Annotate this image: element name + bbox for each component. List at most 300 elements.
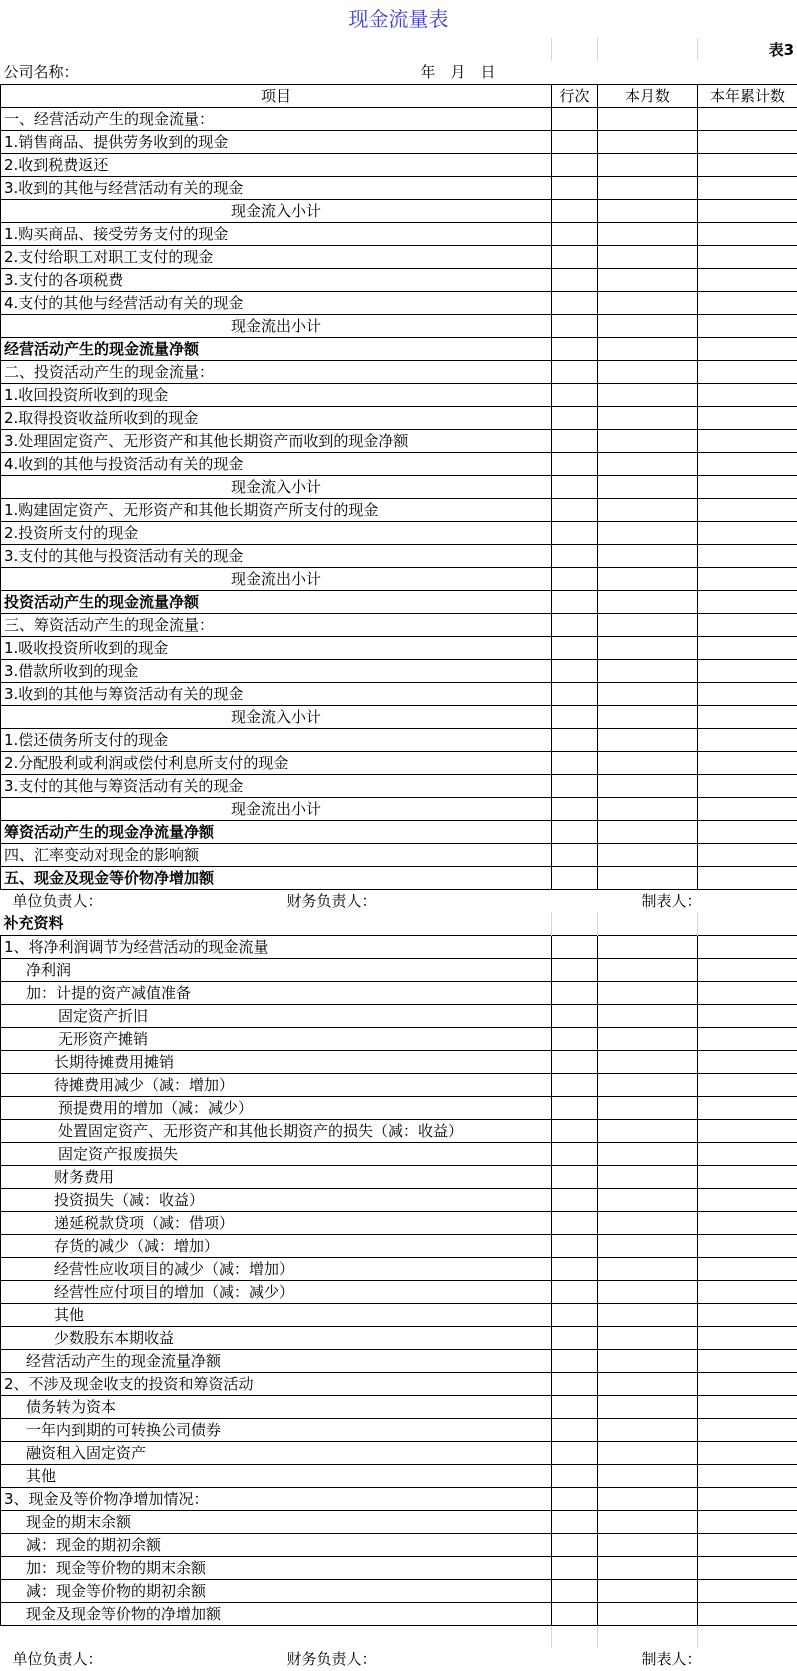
year-to-date-cell[interactable] bbox=[698, 1395, 797, 1418]
supplement-row bbox=[1, 1096, 797, 1119]
row-label: 2.分配股利或利润或偿付利息所支付的现金 bbox=[1, 751, 552, 774]
row-label: 3.支付的各项税费 bbox=[1, 268, 552, 291]
this-month-cell[interactable] bbox=[598, 1579, 698, 1602]
this-month-cell[interactable] bbox=[598, 1050, 698, 1073]
year-to-date-cell[interactable] bbox=[698, 751, 797, 774]
table-row bbox=[1, 291, 797, 314]
line-no-cell[interactable] bbox=[552, 337, 598, 360]
year-to-date-cell[interactable] bbox=[698, 291, 797, 314]
year-to-date-cell[interactable] bbox=[698, 1510, 797, 1533]
line-no-cell[interactable] bbox=[552, 176, 598, 199]
this-month-cell[interactable] bbox=[598, 1487, 698, 1510]
table-row bbox=[1, 360, 797, 383]
row-label: 一、经营活动产生的现金流量： bbox=[1, 107, 552, 130]
this-month-cell[interactable] bbox=[598, 268, 698, 291]
year-to-date-cell[interactable] bbox=[698, 797, 797, 820]
line-no-cell[interactable] bbox=[552, 1303, 598, 1326]
year-to-date-cell[interactable] bbox=[698, 1441, 797, 1464]
this-month-cell[interactable] bbox=[598, 1326, 698, 1349]
this-month-cell[interactable] bbox=[598, 1257, 698, 1280]
this-month-cell[interactable] bbox=[598, 337, 698, 360]
row-label: 2.收到税费返还 bbox=[1, 153, 552, 176]
line-no-cell[interactable] bbox=[552, 199, 598, 222]
row-label: 经营性应收项目的减少（减：增加） bbox=[1, 1257, 552, 1280]
year-to-date-cell[interactable] bbox=[698, 360, 797, 383]
supplement-row bbox=[1, 1556, 797, 1579]
this-month-cell[interactable] bbox=[598, 452, 698, 475]
table-row bbox=[1, 613, 797, 636]
row-label: 加：现金等价物的期末余额 bbox=[1, 1556, 552, 1579]
row-label: 债务转为资本 bbox=[1, 1395, 552, 1418]
this-month-cell[interactable] bbox=[598, 199, 698, 222]
table-row bbox=[1, 567, 797, 590]
year-to-date-cell[interactable] bbox=[698, 1165, 797, 1188]
this-month-cell[interactable] bbox=[598, 1211, 698, 1234]
this-month-cell[interactable] bbox=[598, 222, 698, 245]
table-no-row bbox=[1, 38, 797, 61]
this-month-cell[interactable] bbox=[598, 751, 698, 774]
line-no-cell[interactable] bbox=[552, 521, 598, 544]
row-label: 4.收到的其他与投资活动有关的现金 bbox=[1, 452, 552, 475]
unit-head-label: 单位负责人： bbox=[12, 1650, 103, 1668]
this-month-cell[interactable] bbox=[598, 383, 698, 406]
this-month-cell[interactable] bbox=[598, 360, 698, 383]
this-month-cell[interactable] bbox=[598, 1004, 698, 1027]
row-label: 1.购买商品、接受劳务支付的现金 bbox=[1, 222, 552, 245]
this-month-cell[interactable] bbox=[598, 567, 698, 590]
table-row bbox=[1, 153, 797, 176]
line-no-cell[interactable] bbox=[552, 222, 598, 245]
line-no-cell[interactable] bbox=[552, 406, 598, 429]
table-row bbox=[1, 383, 797, 406]
row-label: 四、汇率变动对现金的影响额 bbox=[1, 843, 552, 866]
line-no-cell[interactable] bbox=[552, 1188, 598, 1211]
line-no-cell[interactable] bbox=[552, 314, 598, 337]
supplement-row bbox=[1, 1050, 797, 1073]
year-to-date-cell[interactable] bbox=[698, 590, 797, 613]
line-no-cell[interactable] bbox=[552, 130, 598, 153]
line-no-cell[interactable] bbox=[552, 1441, 598, 1464]
year-to-date-cell[interactable] bbox=[698, 268, 797, 291]
year-to-date-cell[interactable] bbox=[698, 222, 797, 245]
line-no-cell[interactable] bbox=[552, 544, 598, 567]
row-label: 递延税款贷项（减：借项） bbox=[1, 1211, 552, 1234]
this-month-cell[interactable] bbox=[598, 866, 698, 889]
line-no-cell[interactable] bbox=[552, 1579, 598, 1602]
line-no-cell[interactable] bbox=[552, 797, 598, 820]
supplement-row bbox=[1, 1234, 797, 1257]
line-no-cell[interactable] bbox=[552, 268, 598, 291]
table-row bbox=[1, 337, 797, 360]
year-to-date-cell[interactable] bbox=[698, 1119, 797, 1142]
row-label: 现金流入小计 bbox=[1, 705, 552, 728]
line-no-cell[interactable] bbox=[552, 728, 598, 751]
row-label: 现金流出小计 bbox=[1, 567, 552, 590]
this-month-cell[interactable] bbox=[598, 498, 698, 521]
this-month-cell[interactable] bbox=[598, 1418, 698, 1441]
line-no-cell[interactable] bbox=[552, 452, 598, 475]
blank-row bbox=[1, 1625, 797, 1648]
year-to-date-cell[interactable] bbox=[698, 1487, 797, 1510]
row-label: 固定资产折旧 bbox=[1, 1004, 552, 1027]
finance-head-label: 财务负责人： bbox=[286, 1650, 377, 1668]
year-to-date-cell[interactable] bbox=[698, 406, 797, 429]
line-no-cell[interactable] bbox=[552, 1211, 598, 1234]
line-no-cell[interactable] bbox=[552, 1050, 598, 1073]
this-month-cell[interactable] bbox=[598, 429, 698, 452]
line-no-cell[interactable] bbox=[552, 1349, 598, 1372]
year-to-date-cell[interactable] bbox=[698, 521, 797, 544]
row-label: 存货的减少（减：增加） bbox=[1, 1234, 552, 1257]
year-to-date-cell[interactable] bbox=[698, 866, 797, 889]
row-label: 3.处理固定资产、无形资产和其他长期资产而收到的现金净额 bbox=[1, 429, 552, 452]
line-no-cell[interactable] bbox=[552, 475, 598, 498]
this-month-cell[interactable] bbox=[598, 659, 698, 682]
year-to-date-cell[interactable] bbox=[698, 958, 797, 981]
row-label: 1.销售商品、提供劳务收到的现金 bbox=[1, 130, 552, 153]
year-to-date-cell[interactable] bbox=[698, 429, 797, 452]
year-to-date-cell[interactable] bbox=[698, 1073, 797, 1096]
this-month-cell[interactable] bbox=[598, 153, 698, 176]
year-to-date-cell[interactable] bbox=[698, 1326, 797, 1349]
year-to-date-cell[interactable] bbox=[698, 728, 797, 751]
this-month-cell[interactable] bbox=[598, 682, 698, 705]
table-row bbox=[1, 521, 797, 544]
this-month-cell[interactable] bbox=[598, 1119, 698, 1142]
signature-row bbox=[1, 889, 797, 912]
year-to-date-cell[interactable] bbox=[698, 1602, 797, 1625]
this-month-cell[interactable] bbox=[598, 130, 698, 153]
line-no-cell[interactable] bbox=[552, 636, 598, 659]
line-no-cell[interactable] bbox=[552, 1556, 598, 1579]
row-label: 3.收到的其他与经营活动有关的现金 bbox=[1, 176, 552, 199]
line-no-cell[interactable] bbox=[552, 107, 598, 130]
year-to-date-cell[interactable] bbox=[698, 1234, 797, 1257]
table-row bbox=[1, 820, 797, 843]
this-month-cell[interactable] bbox=[598, 1188, 698, 1211]
year-to-date-cell[interactable] bbox=[698, 314, 797, 337]
year-to-date-cell[interactable] bbox=[698, 705, 797, 728]
this-month-cell[interactable] bbox=[598, 820, 698, 843]
line-no-cell[interactable] bbox=[552, 567, 598, 590]
supplement-row bbox=[1, 1211, 797, 1234]
supplement-row bbox=[1, 1579, 797, 1602]
supplement-row bbox=[1, 1326, 797, 1349]
table-row bbox=[1, 314, 797, 337]
year-to-date-cell[interactable] bbox=[698, 567, 797, 590]
line-no-cell[interactable] bbox=[552, 958, 598, 981]
line-no-cell[interactable] bbox=[552, 1257, 598, 1280]
year-to-date-cell[interactable] bbox=[698, 1579, 797, 1602]
supplement-row bbox=[1, 1510, 797, 1533]
row-label: 3.支付的其他与投资活动有关的现金 bbox=[1, 544, 552, 567]
this-month-cell[interactable] bbox=[598, 1096, 698, 1119]
cash-flow-table bbox=[0, 38, 797, 1671]
this-month-cell[interactable] bbox=[598, 1464, 698, 1487]
this-month-cell[interactable] bbox=[598, 544, 698, 567]
table-row bbox=[1, 176, 797, 199]
year-to-date-cell[interactable] bbox=[698, 153, 797, 176]
this-month-cell[interactable] bbox=[598, 1395, 698, 1418]
year-to-date-cell[interactable] bbox=[698, 1349, 797, 1372]
supplement-row bbox=[1, 1533, 797, 1556]
row-label: 1.吸收投资所收到的现金 bbox=[1, 636, 552, 659]
line-no-cell[interactable] bbox=[552, 1165, 598, 1188]
year-to-date-cell[interactable] bbox=[698, 1004, 797, 1027]
year-to-date-cell[interactable] bbox=[698, 1280, 797, 1303]
row-label: 2、不涉及现金收支的投资和筹资活动 bbox=[1, 1372, 552, 1395]
year-to-date-cell[interactable] bbox=[698, 1257, 797, 1280]
row-label: 3、现金及等价物净增加情况： bbox=[1, 1487, 552, 1510]
row-label: 2.取得投资收益所收到的现金 bbox=[1, 406, 552, 429]
year-to-date-cell[interactable] bbox=[698, 774, 797, 797]
year-to-date-cell[interactable] bbox=[698, 843, 797, 866]
row-label: 1.购建固定资产、无形资产和其他长期资产所支付的现金 bbox=[1, 498, 552, 521]
supplement-row bbox=[1, 1418, 797, 1441]
this-month-cell[interactable] bbox=[598, 797, 698, 820]
row-label: 净利润 bbox=[1, 958, 552, 981]
this-month-cell[interactable] bbox=[598, 1303, 698, 1326]
this-month-cell[interactable] bbox=[598, 1234, 698, 1257]
line-no-cell[interactable] bbox=[552, 774, 598, 797]
header-this-month: 本月数 bbox=[598, 84, 698, 107]
year-to-date-cell[interactable] bbox=[698, 1533, 797, 1556]
this-month-cell[interactable] bbox=[598, 774, 698, 797]
row-label: 3.借款所收到的现金 bbox=[1, 659, 552, 682]
supplement-row bbox=[1, 1257, 797, 1280]
row-label: 固定资产报废损失 bbox=[1, 1142, 552, 1165]
year-to-date-cell[interactable] bbox=[698, 636, 797, 659]
year-to-date-cell[interactable] bbox=[698, 981, 797, 1004]
year-to-date-cell[interactable] bbox=[698, 498, 797, 521]
header-item: 项目 bbox=[1, 84, 552, 107]
row-label: 无形资产摊销 bbox=[1, 1027, 552, 1050]
this-month-cell[interactable] bbox=[598, 1372, 698, 1395]
line-no-cell[interactable] bbox=[552, 613, 598, 636]
year-to-date-cell[interactable] bbox=[698, 1050, 797, 1073]
table-number: 表3 bbox=[698, 38, 797, 61]
line-no-cell[interactable] bbox=[552, 1372, 598, 1395]
year-to-date-cell[interactable] bbox=[698, 337, 797, 360]
this-month-cell[interactable] bbox=[598, 107, 698, 130]
company-name-label: 公司名称： bbox=[3, 63, 79, 82]
row-label: 1.偿还债务所支付的现金 bbox=[1, 728, 552, 751]
table-row bbox=[1, 222, 797, 245]
this-month-cell[interactable] bbox=[598, 1073, 698, 1096]
row-label: 1.收回投资所收到的现金 bbox=[1, 383, 552, 406]
row-label: 投资损失（减：收益） bbox=[1, 1188, 552, 1211]
row-label: 3.收到的其他与筹资活动有关的现金 bbox=[1, 682, 552, 705]
table-row bbox=[1, 406, 797, 429]
year-to-date-cell[interactable] bbox=[698, 1142, 797, 1165]
supplement-title-row bbox=[1, 912, 797, 935]
table-row bbox=[1, 245, 797, 268]
row-label: 三、筹资活动产生的现金流量： bbox=[1, 613, 552, 636]
this-month-cell[interactable] bbox=[598, 291, 698, 314]
line-no-cell[interactable] bbox=[552, 843, 598, 866]
row-label: 一年内到期的可转换公司债券 bbox=[1, 1418, 552, 1441]
this-month-cell[interactable] bbox=[598, 1510, 698, 1533]
year-to-date-cell[interactable] bbox=[698, 107, 797, 130]
this-month-cell[interactable] bbox=[598, 1027, 698, 1050]
line-no-cell[interactable] bbox=[552, 659, 598, 682]
year-to-date-cell[interactable] bbox=[698, 1418, 797, 1441]
this-month-cell[interactable] bbox=[598, 1556, 698, 1579]
this-month-cell[interactable] bbox=[598, 613, 698, 636]
row-label: 五、现金及现金等价物净增加额 bbox=[1, 866, 552, 889]
year-to-date-cell[interactable] bbox=[698, 1027, 797, 1050]
line-no-cell[interactable] bbox=[552, 1464, 598, 1487]
line-no-cell[interactable] bbox=[552, 820, 598, 843]
year-to-date-cell[interactable] bbox=[698, 820, 797, 843]
year-to-date-cell[interactable] bbox=[698, 1464, 797, 1487]
supplement-row bbox=[1, 981, 797, 1004]
year-to-date-cell[interactable] bbox=[698, 199, 797, 222]
supplement-row bbox=[1, 1395, 797, 1418]
row-label: 现金流出小计 bbox=[1, 797, 552, 820]
supplement-row bbox=[1, 1303, 797, 1326]
line-no-cell[interactable] bbox=[552, 1487, 598, 1510]
supplement-row bbox=[1, 1119, 797, 1142]
line-no-cell[interactable] bbox=[552, 1510, 598, 1533]
this-month-cell[interactable] bbox=[598, 1165, 698, 1188]
row-label: 预提费用的增加（减：减少） bbox=[1, 1096, 552, 1119]
this-month-cell[interactable] bbox=[598, 958, 698, 981]
table-row bbox=[1, 498, 797, 521]
line-no-cell[interactable] bbox=[552, 383, 598, 406]
year-to-date-cell[interactable] bbox=[698, 935, 797, 958]
this-month-cell[interactable] bbox=[598, 705, 698, 728]
row-label: 融资租入固定资产 bbox=[1, 1441, 552, 1464]
this-month-cell[interactable] bbox=[598, 1142, 698, 1165]
this-month-cell[interactable] bbox=[598, 245, 698, 268]
line-no-cell[interactable] bbox=[552, 245, 598, 268]
year-to-date-cell[interactable] bbox=[698, 1096, 797, 1119]
this-month-cell[interactable] bbox=[598, 406, 698, 429]
this-month-cell[interactable] bbox=[598, 176, 698, 199]
row-label: 少数股东本期收益 bbox=[1, 1326, 552, 1349]
table-row bbox=[1, 843, 797, 866]
this-month-cell[interactable] bbox=[598, 1349, 698, 1372]
line-no-cell[interactable] bbox=[552, 1280, 598, 1303]
line-no-cell[interactable] bbox=[552, 705, 598, 728]
year-to-date-cell[interactable] bbox=[698, 452, 797, 475]
header-year-to-date: 本年累计数 bbox=[698, 84, 797, 107]
year-to-date-cell[interactable] bbox=[698, 1211, 797, 1234]
line-no-cell[interactable] bbox=[552, 935, 598, 958]
supplement-row bbox=[1, 1188, 797, 1211]
year-to-date-cell[interactable] bbox=[698, 1188, 797, 1211]
this-month-cell[interactable] bbox=[598, 636, 698, 659]
year-to-date-cell[interactable] bbox=[698, 383, 797, 406]
line-no-cell[interactable] bbox=[552, 751, 598, 774]
row-label: 现金流出小计 bbox=[1, 314, 552, 337]
row-label: 经营活动产生的现金流量净额 bbox=[1, 1349, 552, 1372]
supplement-row bbox=[1, 1165, 797, 1188]
row-label: 现金及现金等价物的净增加额 bbox=[1, 1602, 552, 1625]
year-to-date-cell[interactable] bbox=[698, 1303, 797, 1326]
this-month-cell[interactable] bbox=[598, 728, 698, 751]
row-label: 财务费用 bbox=[1, 1165, 552, 1188]
row-label: 2.支付给职工对职工支付的现金 bbox=[1, 245, 552, 268]
supplement-row bbox=[1, 1349, 797, 1372]
row-label: 经营性应付项目的增加（减：减少） bbox=[1, 1280, 552, 1303]
preparer-label: 制表人： bbox=[641, 1650, 702, 1668]
line-no-cell[interactable] bbox=[552, 1533, 598, 1556]
supplement-row bbox=[1, 935, 797, 958]
line-no-cell[interactable] bbox=[552, 1234, 598, 1257]
line-no-cell[interactable] bbox=[552, 1073, 598, 1096]
line-no-cell[interactable] bbox=[552, 590, 598, 613]
table-row bbox=[1, 475, 797, 498]
line-no-cell[interactable] bbox=[552, 866, 598, 889]
row-label: 投资活动产生的现金流量净额 bbox=[1, 590, 552, 613]
line-no-cell[interactable] bbox=[552, 981, 598, 1004]
this-month-cell[interactable] bbox=[598, 843, 698, 866]
line-no-cell[interactable] bbox=[552, 360, 598, 383]
year-to-date-cell[interactable] bbox=[698, 1372, 797, 1395]
line-no-cell[interactable] bbox=[552, 429, 598, 452]
year-to-date-cell[interactable] bbox=[698, 659, 797, 682]
this-month-cell[interactable] bbox=[598, 1441, 698, 1464]
line-no-cell[interactable] bbox=[552, 1418, 598, 1441]
year-to-date-cell[interactable] bbox=[698, 130, 797, 153]
supplement-row bbox=[1, 1464, 797, 1487]
this-month-cell[interactable] bbox=[598, 935, 698, 958]
this-month-cell[interactable] bbox=[598, 1602, 698, 1625]
company-row bbox=[1, 61, 797, 84]
row-label: 1、将净利润调节为经营活动的现金流量 bbox=[1, 935, 552, 958]
this-month-cell[interactable] bbox=[598, 521, 698, 544]
line-no-cell[interactable] bbox=[552, 153, 598, 176]
line-no-cell[interactable] bbox=[552, 682, 598, 705]
supplement-row bbox=[1, 958, 797, 981]
year-to-date-cell[interactable] bbox=[698, 682, 797, 705]
line-no-cell[interactable] bbox=[552, 1142, 598, 1165]
row-label: 4.支付的其他与经营活动有关的现金 bbox=[1, 291, 552, 314]
line-no-cell[interactable] bbox=[552, 1602, 598, 1625]
line-no-cell[interactable] bbox=[552, 1004, 598, 1027]
line-no-cell[interactable] bbox=[552, 1027, 598, 1050]
supplement-row bbox=[1, 1027, 797, 1050]
this-month-cell[interactable] bbox=[598, 1280, 698, 1303]
line-no-cell[interactable] bbox=[552, 1326, 598, 1349]
supplement-row bbox=[1, 1372, 797, 1395]
preparer-label: 制表人： bbox=[641, 891, 702, 910]
this-month-cell[interactable] bbox=[598, 981, 698, 1004]
line-no-cell[interactable] bbox=[552, 1096, 598, 1119]
year-to-date-cell[interactable] bbox=[698, 1556, 797, 1579]
this-month-cell[interactable] bbox=[598, 590, 698, 613]
year-to-date-cell[interactable] bbox=[698, 245, 797, 268]
supplement-row bbox=[1, 1487, 797, 1510]
year-to-date-cell[interactable] bbox=[698, 544, 797, 567]
year-to-date-cell[interactable] bbox=[698, 176, 797, 199]
this-month-cell[interactable] bbox=[598, 1533, 698, 1556]
line-no-cell[interactable] bbox=[552, 291, 598, 314]
supplement-row bbox=[1, 1073, 797, 1096]
supplement-row bbox=[1, 1441, 797, 1464]
this-month-cell[interactable] bbox=[598, 475, 698, 498]
line-no-cell[interactable] bbox=[552, 1119, 598, 1142]
table-row bbox=[1, 199, 797, 222]
year-to-date-cell[interactable] bbox=[698, 613, 797, 636]
this-month-cell[interactable] bbox=[598, 314, 698, 337]
line-no-cell[interactable] bbox=[552, 1395, 598, 1418]
year-to-date-cell[interactable] bbox=[698, 475, 797, 498]
line-no-cell[interactable] bbox=[552, 498, 598, 521]
table-row bbox=[1, 429, 797, 452]
